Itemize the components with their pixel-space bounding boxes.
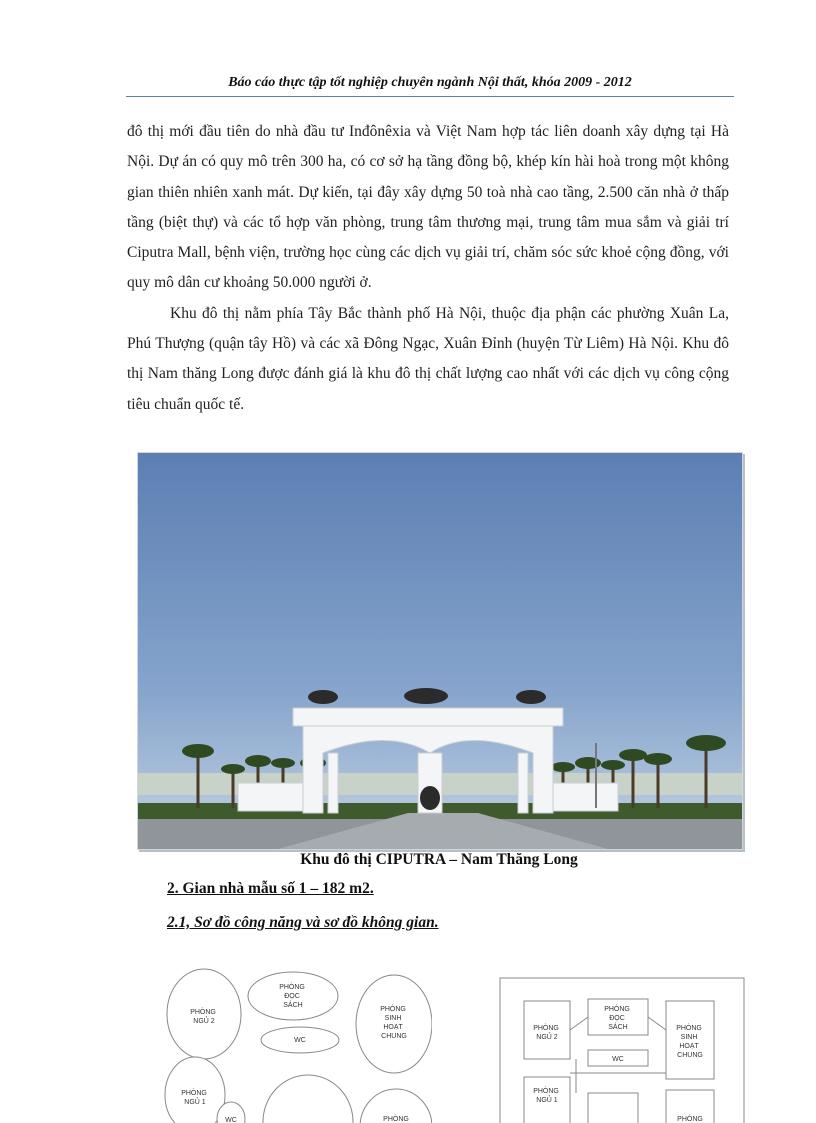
sd-living-line-3: HOẠT [679, 1043, 699, 1050]
living-line-4: CHUNG [381, 1033, 407, 1040]
living-line-3: HOẠT [383, 1024, 403, 1031]
sd-partial-room-label: PHÒNG [677, 1116, 703, 1123]
bedroom2-line-2: NGỦ 2 [193, 1018, 215, 1025]
sd-living-line-2: SINH [680, 1034, 698, 1041]
living-line-1: PHÒNG [380, 1006, 406, 1013]
section-subheading: 2.1, Sơ đồ công năng và sơ đồ không gian. [167, 914, 439, 931]
space-layout-diagram [498, 975, 746, 1123]
reading-line-1: PHÒNG [279, 984, 305, 991]
sd-bedroom1-line-1: PHÒNG [533, 1088, 559, 1095]
wc-label: WC [294, 1037, 306, 1044]
sd-wc-label: WC [612, 1056, 624, 1063]
function-bubble-diagram [158, 962, 432, 1123]
header-divider [126, 96, 734, 97]
sd-bedroom2-line-1: PHÒNG [533, 1025, 559, 1032]
sd-living-line-1: PHÒNG [676, 1025, 702, 1032]
ciputra-gate-photo [137, 452, 743, 850]
reading-line-2: ĐỌC [284, 993, 300, 1000]
bedroom1-line-1: PHÒNG [181, 1090, 207, 1097]
box-center [588, 1093, 638, 1123]
body-text [127, 117, 729, 420]
sd-reading-line-1: PHÒNG [604, 1006, 630, 1013]
sd-bedroom2-line-2: NGỦ 2 [536, 1034, 558, 1041]
bubble-center [263, 1075, 353, 1123]
figure-caption: Khu đô thị CIPUTRA – Nam Thăng Long [300, 851, 578, 868]
bedroom1-line-2: NGỦ 1 [184, 1099, 206, 1106]
page-header: Báo cáo thực tập tốt nghiệp chuyên ngành Nội thất, khóa 2009 - 2012 [228, 75, 632, 90]
section-heading: 2. Gian nhà mẫu số 1 – 182 m2. [167, 880, 374, 897]
partial-room-label: PHÒNG [383, 1116, 409, 1123]
sd-reading-line-3: SÁCH [608, 1024, 628, 1031]
bedroom2-line-1: PHÒNG [190, 1009, 216, 1016]
living-line-2: SINH [384, 1015, 402, 1022]
wc2-label: WC [225, 1117, 237, 1123]
paragraph-2: Khu đô thị nằm phía Tây Bắc thành phố Hà Nội, thuộc địa phận các phường Xuân La, Phú Thượng (quận tây Hồ) và các xã Đông Ngạc, Xuân Đỉnh (huyện Từ Liêm) Hà Nội. Khu đô thị Nam thăng Long được đánh giá là khu đô thị chất lượng cao nhất với các dịch vụ công cộng tiêu chuẩn quốc tế. [127, 304, 729, 413]
paragraph-1: đô thị mới đầu tiên do nhà đầu tư Inđônêxia và Việt Nam hợp tác liên doanh xây dựng tại Hà Nội. Dự án có quy mô trên 300 ha, có cơ sở hạ tầng đồng bộ, khép kín hài hoà trong một không gian thiên nhiên xanh mát. Dự kiến, tại đây xây dựng 50 toà nhà cao tầng, 2.500 căn nhà ở thấp tầng (biệt thự) và các tổ hợp văn phòng, trung tâm thương mại, trung tâm mua sắm và giải trí Ciputra Mall, bệnh viện, trường học cùng các dịch vụ giải trí, chăm sóc sức khoẻ cộng đồng, với quy mô dân cư khoảng 50.000 người ở. [127, 123, 729, 292]
sd-reading-line-2: ĐỌC [609, 1015, 625, 1022]
sd-living-line-4: CHUNG [677, 1052, 703, 1059]
reading-line-3: SÁCH [283, 1002, 303, 1009]
sd-bedroom1-line-2: NGỦ 1 [536, 1097, 558, 1104]
